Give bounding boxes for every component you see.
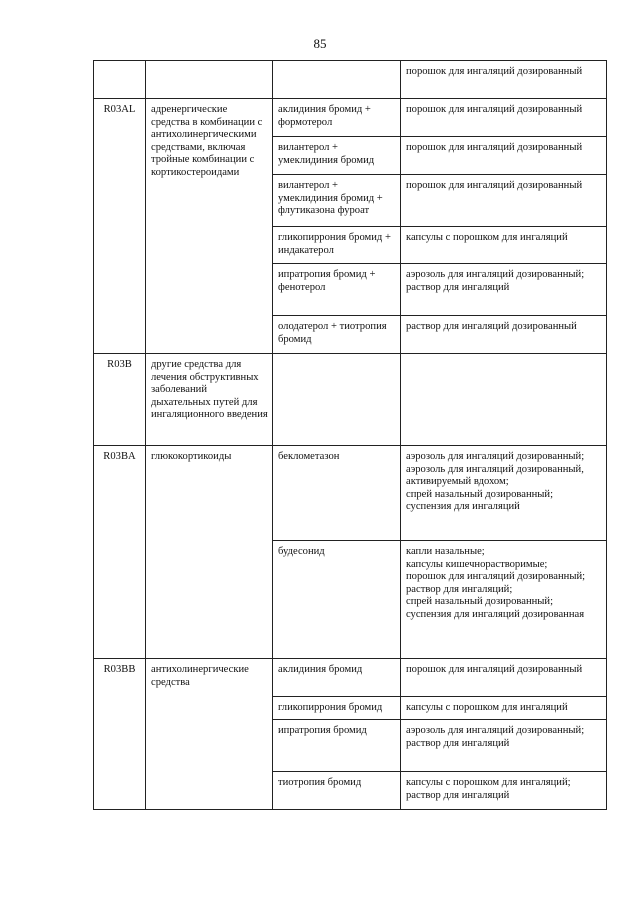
group-cell: антихолинергические средства — [146, 659, 273, 810]
table-row — [94, 99, 607, 137]
table-row — [94, 61, 607, 99]
dosage-form-cell: раствор для ингаляций дозированный — [401, 316, 607, 354]
group-cell: адренергические средства в комбинации с антихолинергическими средствами, включая тройные комбинации с кортикостероидами — [146, 99, 273, 354]
drug-table — [93, 60, 607, 810]
drug-cell — [273, 61, 401, 99]
dosage-form-cell: аэрозоль для ингаляций дозированный; раствор для ингаляций — [401, 264, 607, 316]
dosage-form-cell: порошок для ингаляций дозированный — [401, 659, 607, 697]
atc-code-cell — [94, 61, 146, 99]
dosage-form-cell: порошок для ингаляций дозированный — [401, 137, 607, 175]
dosage-form-cell: порошок для ингаляций дозированный — [401, 61, 607, 99]
drug-cell: олодатерол + тиотропия бромид — [273, 316, 401, 354]
drug-cell: вилантерол + умеклидиния бромид — [273, 137, 401, 175]
drug-cell: беклометазон — [273, 446, 401, 541]
atc-code-cell: R03BA — [94, 446, 146, 659]
drug-cell: ипратропия бромид — [273, 720, 401, 772]
atc-code-cell: R03B — [94, 354, 146, 446]
group-cell: глюкокортикоиды — [146, 446, 273, 659]
atc-code-cell: R03AL — [94, 99, 146, 354]
dosage-form-cell: аэрозоль для ингаляций дозированный; раствор для ингаляций — [401, 720, 607, 772]
drug-cell: гликопиррония бромид + индакатерол — [273, 227, 401, 264]
dosage-form-cell: порошок для ингаляций дозированный — [401, 99, 607, 137]
dosage-form-cell: капсулы с порошком для ингаляций — [401, 227, 607, 264]
dosage-form-cell — [401, 354, 607, 446]
drug-cell — [273, 354, 401, 446]
atc-code-cell: R03BB — [94, 659, 146, 810]
dosage-form-cell: капсулы с порошком для ингаляций — [401, 697, 607, 720]
group-cell — [146, 61, 273, 99]
drug-cell: гликопиррония бромид — [273, 697, 401, 720]
drug-cell: будесонид — [273, 541, 401, 659]
page-number: 85 — [313, 36, 327, 51]
drug-cell: ипратропия бромид + фенотерол — [273, 264, 401, 316]
drug-cell: вилантерол + умеклидиния бромид + флутиказона фуроат — [273, 175, 401, 227]
drug-cell: аклидиния бромид + формотерол — [273, 99, 401, 137]
drug-cell: тиотропия бромид — [273, 772, 401, 810]
group-cell: другие средства для лечения обструктивных заболеваний дыхательных путей для ингаляционного введения — [146, 354, 273, 446]
table-row — [94, 446, 607, 541]
drug-cell: аклидиния бромид — [273, 659, 401, 697]
dosage-form-cell: порошок для ингаляций дозированный — [401, 175, 607, 227]
dosage-form-cell: капли назальные; капсулы кишечнорастворимые; порошок для ингаляций дозированный; раствор для ингаляций; спрей назальный дозированный; суспензия для ингаляций дозированная — [401, 541, 607, 659]
table-row — [94, 659, 607, 697]
dosage-form-cell: капсулы с порошком для ингаляций; раствор для ингаляций — [401, 772, 607, 810]
table-row — [94, 354, 607, 446]
dosage-form-cell: аэрозоль для ингаляций дозированный; аэрозоль для ингаляций дозированный, активируемый вдохом; спрей назальный дозированный; суспензия для ингаляций — [401, 446, 607, 541]
